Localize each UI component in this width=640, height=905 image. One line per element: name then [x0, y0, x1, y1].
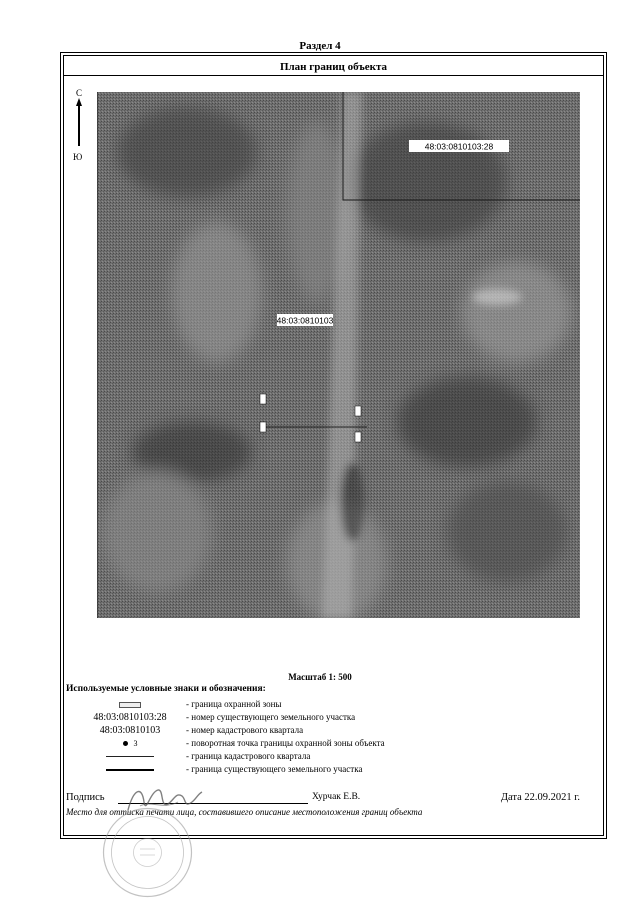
point-4-marker — [355, 406, 361, 416]
point-3-marker — [260, 394, 266, 404]
compass-north-label: С — [76, 88, 83, 98]
document-date: Дата 22.09.2021 г. — [500, 792, 580, 803]
legend-text: - номер кадастрового квартала — [186, 725, 304, 735]
legend-text: - граница существующего земельного участка — [186, 764, 363, 774]
point-1-marker — [260, 422, 266, 432]
point-2-marker — [355, 432, 361, 442]
legend-text: - граница кадастрового квартала — [186, 751, 311, 761]
quarter-line-icon — [106, 756, 154, 757]
seal-stamp-icon — [100, 805, 195, 900]
svg-text:48:03:0810103:28: 48:03:0810103:28 — [424, 141, 494, 152]
plan-title: План границ объекта — [63, 58, 604, 76]
stamp-place-note: Место для оттиска печати лица, составившего описание местоположения границ объекта — [66, 807, 423, 817]
legend-text: - номер существующего земельного участка — [186, 712, 356, 722]
legend-symbol: 3 — [133, 739, 138, 748]
legend-row-parcel-line — [66, 764, 586, 777]
scale-label: Масштаб 1: 500 — [288, 672, 352, 682]
quarter-label — [277, 314, 334, 326]
legend-row-quarter-number — [66, 725, 586, 738]
compass-south-label: Ю — [73, 152, 83, 162]
signature-label: Подпись — [66, 792, 105, 803]
legend-text: - поворотная точка границы охранной зоны объекта — [186, 738, 385, 748]
svg-text:48:03:0810103: 48:03:0810103 — [276, 315, 334, 326]
compass — [70, 88, 88, 168]
legend-symbol: 48:03:0810103 — [99, 725, 161, 736]
satellite-map — [97, 92, 580, 618]
zone-boundary-box-icon — [119, 702, 141, 708]
legend-heading: Используемые условные знаки и обозначения: — [66, 684, 266, 694]
legend-text: - граница охранной зоны — [186, 699, 282, 709]
legend-symbol: 48:03:0810103:28 — [93, 712, 167, 723]
section-title: Раздел 4 — [299, 40, 341, 52]
legend-row-parcel-number — [66, 712, 586, 725]
legend-row-quarter-line — [66, 751, 586, 764]
legend-row-point — [66, 738, 586, 751]
legend-row-zone — [66, 699, 586, 712]
parcel-line-icon — [106, 769, 154, 771]
point-dot-icon — [123, 741, 128, 746]
signer-name: Хурчак Е.В. — [312, 792, 361, 802]
parcel-28-label — [409, 140, 509, 152]
